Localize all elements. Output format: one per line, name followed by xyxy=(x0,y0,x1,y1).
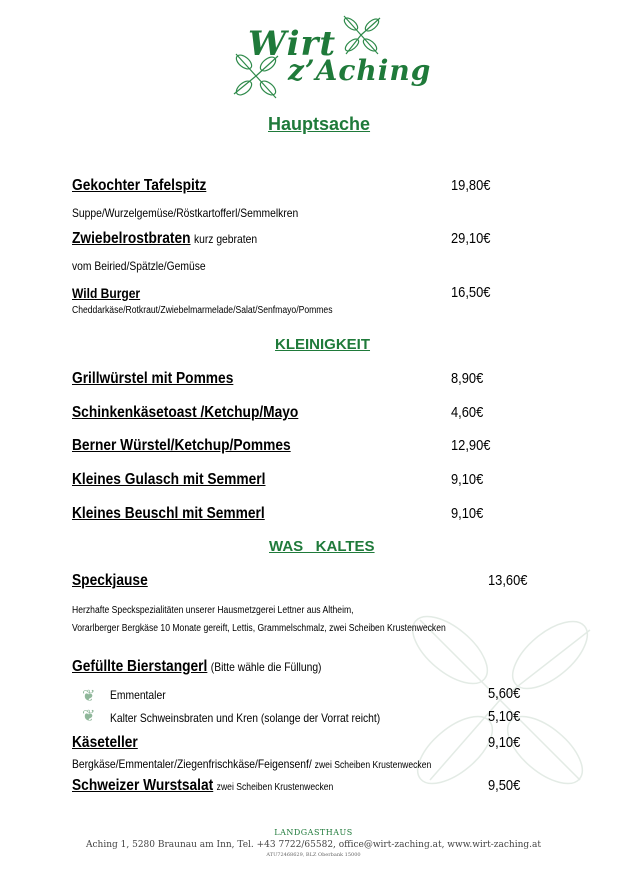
dish-description: Suppe/Wurzelgemüse/Röstkartofferl/Semmelkren xyxy=(72,206,299,220)
dish-name: Berner Würstel/Ketchup/Pommes xyxy=(72,437,291,454)
option-price: 5,60€ xyxy=(488,685,521,702)
dish-price: 16,50€ xyxy=(451,284,491,301)
dish-description: Cheddarkäse/Rotkraut/Zwiebelmarmelade/Salat/Senfmayo/Pommes xyxy=(72,305,333,316)
dish-price: 13,60€ xyxy=(488,572,528,589)
section-title-small: KLEINIGKEIT xyxy=(275,336,371,353)
section-title-cold: WAS KALTES xyxy=(269,538,375,555)
dish-name: Speckjause xyxy=(72,572,148,589)
dish-price: 19,80€ xyxy=(451,177,491,194)
footer-address: Aching 1, 5280 Braunau am Inn, Tel. +43 7722/65582, office@wirt-zaching.at, www.wirt-zaching.at xyxy=(86,840,541,850)
section-title-main: Hauptsache xyxy=(268,114,371,134)
logo-wordmark-line1: Wirt xyxy=(248,24,337,64)
option-price: 5,10€ xyxy=(488,708,521,725)
dish-inline-note: kurz gebraten xyxy=(193,232,258,246)
dish-name: Käseteller xyxy=(72,734,138,751)
dish-description: vom Beiried/Spätzle/Gemüse xyxy=(72,259,206,273)
dish-inline-note: zwei Scheiben Krustenwecken xyxy=(216,782,334,793)
footer-fineprint: ATU72468629, BLZ Oberbank 15000 xyxy=(266,852,361,858)
leaf-bullet-icon: ❦ xyxy=(82,688,96,705)
dish-description: Herzhafte Speckspezialitäten unserer Hausmetzgerei Lettner aus Altheim, xyxy=(72,605,354,616)
leaf-bullet-icon: ❦ xyxy=(82,708,96,725)
dish-name-text: Schweizer Wurstsalat xyxy=(72,777,214,794)
option-label: Emmentaler xyxy=(110,688,166,702)
dish-name: Gekochter Tafelspitz xyxy=(72,177,207,194)
dish-price: 9,10€ xyxy=(451,471,484,488)
dish-name: Kleines Beuschl mit Semmerl xyxy=(72,505,265,522)
dish-name: Wild Burger xyxy=(72,285,141,301)
dish-name xyxy=(72,230,257,248)
dish-name-text: Gefüllte Bierstangerl xyxy=(72,658,208,675)
dish-name: Schinkenkäsetoast /Ketchup/Mayo xyxy=(72,404,299,421)
option-label: Kalter Schweinsbraten und Kren (solange der Vorrat reicht) xyxy=(110,711,381,725)
logo-wordmark-line2: z’Aching xyxy=(288,54,432,87)
footer-title: LANDGASTHAUS xyxy=(274,828,353,837)
dish-name: Kleines Gulasch mit Semmerl xyxy=(72,471,266,488)
dish-name xyxy=(72,777,333,795)
dish-price: 12,90€ xyxy=(451,437,491,454)
dish-name xyxy=(72,658,321,676)
dish-price: 4,60€ xyxy=(451,404,484,421)
dish-price: 29,10€ xyxy=(451,230,491,247)
dish-description-text: Bergkäse/Emmentaler/Ziegenfrischkäse/Feigensenf/ xyxy=(72,757,312,771)
dish-description-note: zwei Scheiben Krustenwecken xyxy=(314,760,432,771)
dish-description xyxy=(72,757,431,771)
dish-name-text: Zwiebelrostbraten xyxy=(72,230,191,247)
dish-price: 9,10€ xyxy=(488,734,521,751)
dish-description: Vorarlberger Bergkäse 10 Monate gereift, Lettis, Grammelschmalz, zwei Scheiben Krustenwecken xyxy=(72,623,446,634)
dish-price: 8,90€ xyxy=(451,370,484,387)
leaf-icon xyxy=(336,10,386,60)
dish-price: 9,10€ xyxy=(451,505,484,522)
dish-price: 9,50€ xyxy=(488,777,521,794)
dish-inline-note: (Bitte wähle die Füllung) xyxy=(210,660,322,674)
dish-name: Grillwürstel mit Pommes xyxy=(72,370,234,387)
